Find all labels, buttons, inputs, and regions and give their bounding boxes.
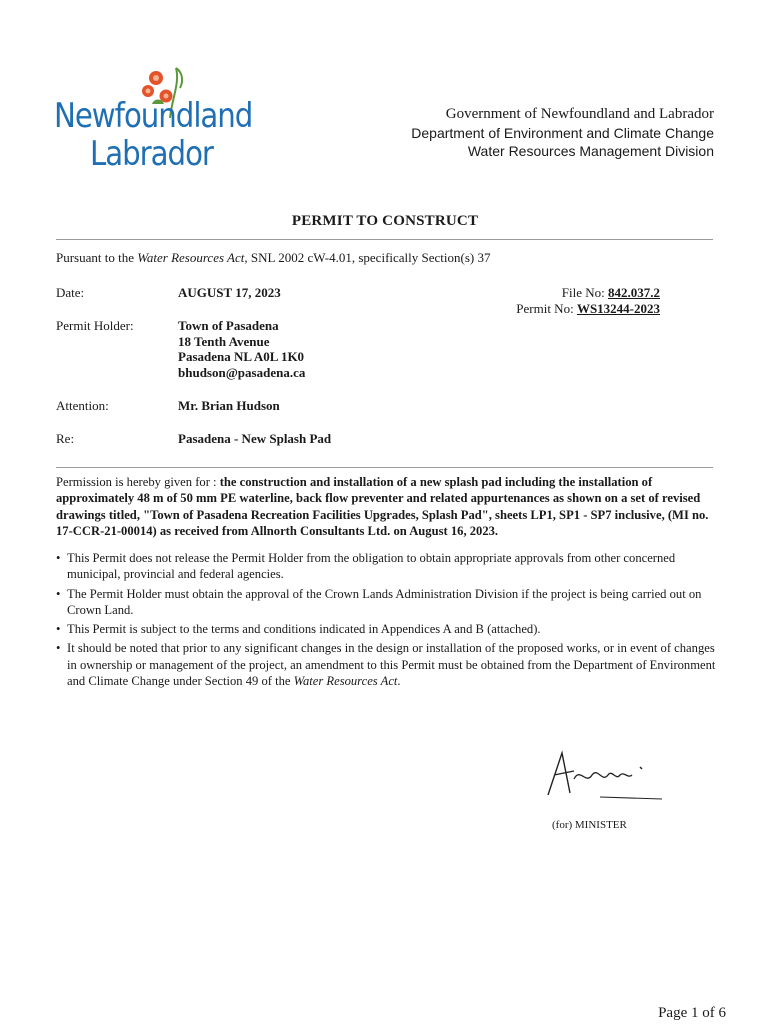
permission-paragraph: Permission is hereby given for : the construction and installation of a new splash pad including the installation of approximately 48 m of 50 mm PE waterline, back flow preventer and related appurtenances as shown on a set of revised drawings titled, "Town of Pasadena Recreation Facilities Upgrades, Splash Pad", sheets LP1, SP1 - SP7 inclusive, (MI no. 17-CCR-21-00014) as received from Allnorth Consultants Ltd. on August 16, 2023.: [56, 475, 709, 538]
permit-holder-address: [178, 318, 305, 380]
divider: [56, 467, 713, 468]
permit-no-row: Permit No: WS13244-2023: [516, 301, 660, 316]
address-line: Town of Pasadena: [178, 318, 279, 333]
address-line: Pasadena NL A0L 1K0: [178, 349, 305, 364]
permit-holder-label: Permit Holder:: [56, 318, 134, 333]
signature-caption: (for) MINISTER: [552, 819, 627, 831]
file-no-value: 842.037.2: [608, 285, 660, 300]
attention-value: Mr. Brian Hudson: [178, 398, 280, 413]
newfoundland-labrador-logo: [52, 58, 262, 176]
file-no-row: File No: 842.037.2: [561, 285, 660, 300]
date-label: Date:: [56, 285, 85, 300]
pursuant-statement: Pursuant to the Water Resources Act, SNL 2002 cW-4.01, specifically Section(s) 37: [56, 250, 491, 265]
file-numbers: [500, 285, 660, 317]
government-name: Government of Newfoundland and Labrador: [445, 106, 714, 122]
date-value: AUGUST 17, 2023: [178, 285, 281, 300]
page-number: Page 1 of 6: [658, 1005, 726, 1021]
act-name: Water Resources Act: [137, 250, 245, 265]
division-name: Water Resources Management Division: [467, 143, 714, 159]
logo-labrador-text: Labrador: [90, 134, 213, 174]
list-item: • This Permit does not release the Permit Holder from the obligation to obtain appropriate approvals from other concerned municipal, provincial and federal agencies.: [56, 550, 716, 583]
attention-label: Attention:: [56, 398, 109, 413]
list-item: • It should be noted that prior to any significant changes in the design or installation of the proposed works, or in event of changes in ownership or management of the project, an amendment to this Permit must be obtained from the Department of Environment and Climate Change under Section 49 of the Water Resources Act.: [56, 640, 716, 689]
signature-image: [540, 745, 670, 805]
re-label: Re:: [56, 431, 75, 446]
list-item: • This Permit is subject to the terms and conditions indicated in Appendices A and B (attached).: [56, 621, 716, 637]
re-value: Pasadena - New Splash Pad: [178, 431, 332, 446]
conditions-list: [56, 550, 716, 692]
page-title: PERMIT TO CONSTRUCT: [291, 213, 479, 229]
logo-newfoundland-text: Newfoundland: [54, 96, 253, 136]
permit-no-value: WS13244-2023: [576, 301, 660, 316]
permission-details: the construction and installation of a new splash pad including the installation of approximately 48 m of 50 mm PE waterline, back flow preventer and related appurtenances as shown on a set of revised drawings titled, "Town of Pasadena Recreation Facilities Upgrades, Splash Pad", sheets LP1, SP1 - SP7 inclusive, (MI no. 17-CCR-21-00014) as received from Allnorth Consultants Ltd. on August 16, 2023.: [56, 475, 709, 538]
list-item: • The Permit Holder must obtain the approval of the Crown Lands Administration Division if the project is being carried out on Crown Land.: [56, 586, 716, 619]
email-address: bhudson@pasadena.ca: [178, 364, 306, 380]
divider: [56, 239, 713, 240]
department-name: Department of Environment and Climate Change: [411, 125, 714, 141]
address-line: 18 Tenth Avenue: [178, 333, 270, 349]
